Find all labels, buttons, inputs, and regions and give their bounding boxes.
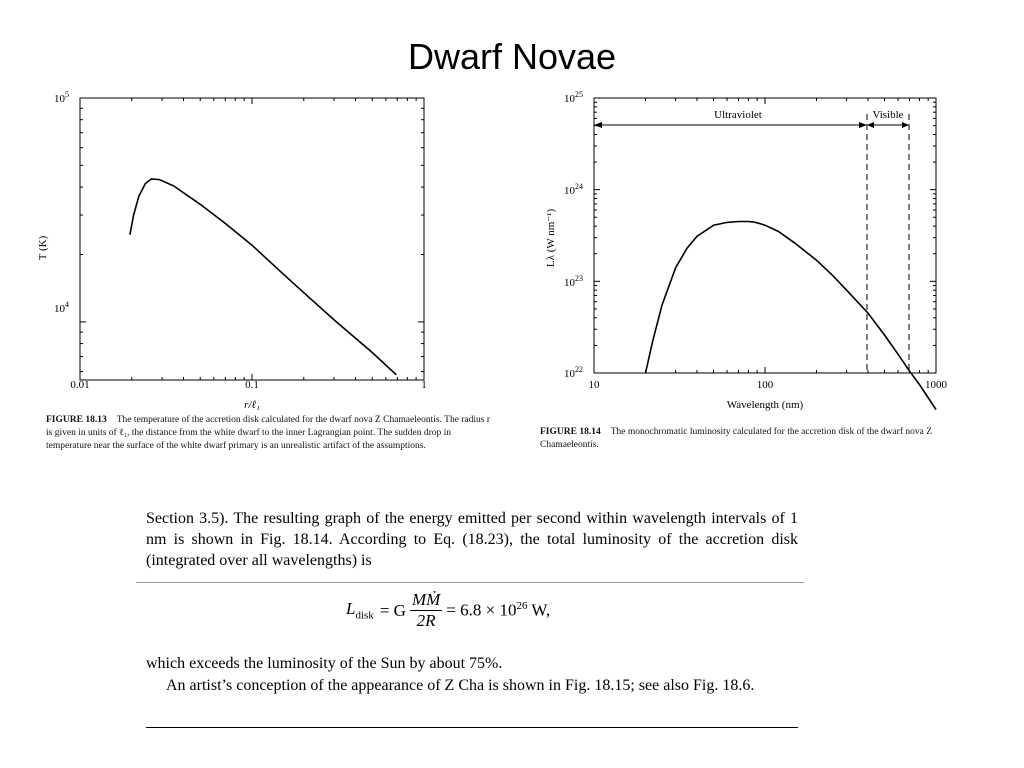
luminosity-chart bbox=[540, 88, 960, 418]
y-tick-label: $10^5$ bbox=[54, 90, 69, 105]
paragraph-luminosity-intro: Section 3.5). The resulting graph of the energy emitted per second within wavelength intervals of 1 nm is shown in Fig. 18.14. According to Eq. (18.23), the total luminosity of the accretion disk (integrated over all wavelengths) is bbox=[146, 510, 798, 569]
x-tick-label: 0.01 bbox=[70, 379, 90, 391]
x-tick-label: 1 bbox=[421, 379, 427, 391]
y-tick-label: $10^4$ bbox=[54, 300, 69, 315]
temperature-chart bbox=[20, 88, 440, 418]
page-rule bbox=[146, 727, 798, 728]
slide-title: Dwarf Novae bbox=[407, 36, 617, 77]
figure-18-13-caption: FIGURE 18.13 The temperature of the accretion disk calculated for the dwarf nova Z Chamaeleontis. The radius r is given in units of ℓ₁, the distance from the white dwarf to the inner Lagrangian point. The sudden drop in temperature near the surface of the white dwarf primary is an unrealistic artifact of the assumptions. bbox=[46, 415, 491, 451]
y-axis-label: Lλ (W nm⁻¹) bbox=[545, 208, 557, 268]
arrowhead bbox=[902, 122, 909, 128]
luminosity-curve bbox=[646, 222, 937, 410]
y-tick-label: $10^{24}$ bbox=[564, 182, 583, 197]
paragraph-artist-conception: An artist’s conception of the appearance of Z Cha is shown in Fig. 18.15; see also Fig. 18.6. bbox=[166, 677, 755, 694]
plot-frame bbox=[80, 98, 424, 380]
x-tick-label: 100 bbox=[756, 379, 774, 391]
arrowhead bbox=[867, 122, 874, 128]
ultraviolet-label: Ultraviolet bbox=[714, 109, 762, 121]
arrowhead bbox=[859, 122, 867, 128]
y-tick-label: $10^{23}$ bbox=[564, 274, 583, 289]
visible-label: Visible bbox=[872, 109, 904, 121]
y-tick-label: $10^{22}$ bbox=[564, 365, 583, 380]
y-tick-label: $10^{25}$ bbox=[564, 90, 583, 105]
figure-18-14-caption: FIGURE 18.14 The monochromatic luminosity calculated for the accretion disk of the dwarf nova Z Chamaeleontis. bbox=[540, 427, 933, 450]
x-axis-label: r/ℓ₁ bbox=[244, 399, 260, 411]
arrowhead bbox=[594, 122, 602, 128]
x-tick-label: 1000 bbox=[925, 379, 947, 391]
plot-frame bbox=[594, 98, 936, 373]
x-tick-label: 10 bbox=[588, 379, 600, 391]
x-tick-label: 0.1 bbox=[245, 379, 259, 391]
luminosity-equation: $L_{disk}$ = G $\frac{\text{MṀ}}{2R}$ = $6.8 \times 10^{26}$ W, bbox=[346, 590, 551, 630]
scan-line-artifact bbox=[136, 582, 804, 583]
x-axis-label: Wavelength (nm) bbox=[726, 399, 804, 411]
paragraph-sun-comparison: which exceeds the luminosity of the Sun by about 75%. bbox=[146, 655, 503, 672]
y-axis-label: T (K) bbox=[37, 235, 49, 261]
temperature-curve bbox=[130, 179, 396, 375]
